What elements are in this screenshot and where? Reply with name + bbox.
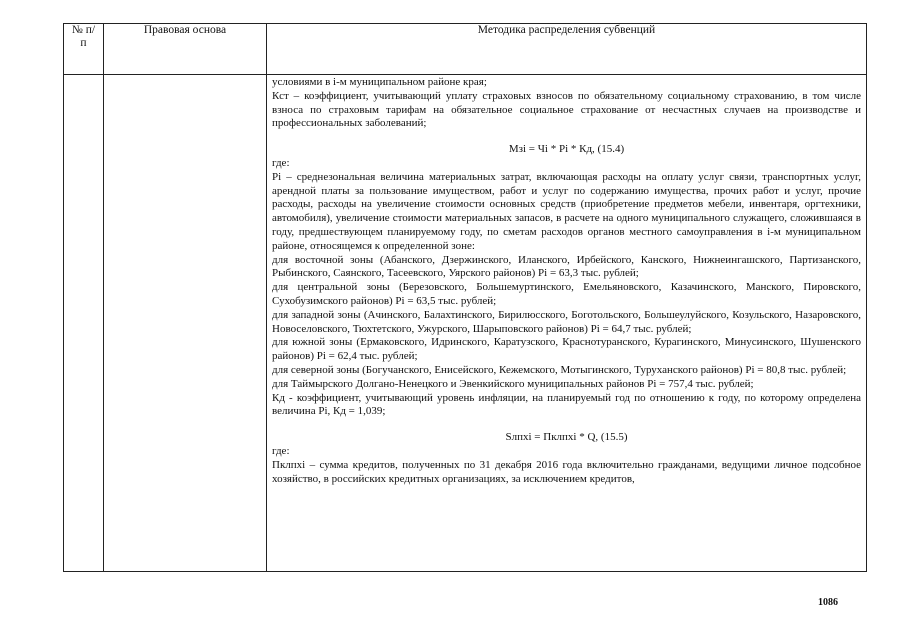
paragraph: Кд - коэффициент, учитывающий уровень инфляции, на планируемый год по отношению к году, по которому определена величина Pi, Кд = 1,039; xyxy=(272,391,861,418)
where-label: где: xyxy=(272,444,290,457)
cell-num xyxy=(64,75,104,572)
table-row xyxy=(64,75,867,572)
paragraph: условиями в i-м муниципальном районе края; xyxy=(272,76,487,88)
header-num-text: № п/п xyxy=(71,24,96,49)
header-methodology: Методика распределения субвенций xyxy=(267,24,867,75)
formula-15-4: Mзi = Чi * Pi * Кд, (15.4) xyxy=(508,143,625,156)
table-header-row xyxy=(64,24,867,75)
header-num xyxy=(64,24,104,75)
cell-legal-basis xyxy=(104,75,267,572)
paragraph: для западной зоны (Ачинского, Балахтинского, Бирилюсского, Боготольского, Большеулуйского, Козульского, Назаровского, Новоселовского, Тюхтетского, Ужурского, Шарыповского районов) Pi = 64,7 тыс. рублей; xyxy=(272,308,861,335)
paragraph: Кст – коэффициент, учитывающий уплату страховых взносов по обязательному социальному страхованию, в том числе взноса по страховым тарифам на обязательное социальное страхование от несчастных случаев на производстве и профессиональных заболеваний; xyxy=(272,89,861,130)
paragraph: для Таймырского Долгано-Ненецкого и Эвенкийского муниципальных районов Pi = 757,4 тыс. рублей; xyxy=(272,377,754,390)
paragraph: для северной зоны (Богучанского, Енисейского, Кежемского, Мотыгинского, Туруханского районов) Pi = 80,8 тыс. рублей; xyxy=(272,363,847,376)
where-label: где: xyxy=(272,156,290,169)
page-number: 1086 xyxy=(818,597,838,608)
paragraph: для восточной зоны (Абанского, Дзержинского, Иланского, Ирбейского, Канского, Нижнеингашского, Партизанского, Рыбинского, Саянского, Тасеевского, Уярского районов) Pi = 63,3 тыс. рублей; xyxy=(272,253,861,280)
paragraph: для южной зоны (Ермаковского, Идринского, Каратузского, Краснотуранского, Курагинского, Минусинского, Шушенского районов) Pi = 62,4 тыс. рублей; xyxy=(272,336,861,363)
cell-methodology xyxy=(267,75,867,572)
paragraph: для центральной зоны (Березовского, Большемуртинского, Емельяновского, Казачинского, Манского, Пировского, Сухобузимского районов) Pi = 63,5 тыс. рублей; xyxy=(272,281,861,307)
paragraph: Pi – среднезональная величина материальных затрат, включающая расходы на оплату услуг связи, транспортных услуг, арендной платы за пользование имуществом, работ и услуг по содержанию имущества, прочих работ и услуг, прочие расходы, расходы на увеличение стоимости основных средств (приобретение предметов мебели, инвентаря, оргтехники, автомобиля), увеличение стоимости материальных запасов, в расчете на одного муниципального служащего, сложившаяся в году, предшествующем планируемому году, по сметам расходов органов местного самоуправления в i-м муниципальном районе, относящемся к определенной зоне: xyxy=(272,170,861,252)
formula-15-5: Sлпхi = Пклпхi * Q, (15.5) xyxy=(505,431,628,444)
header-legal-basis: Правовая основа xyxy=(104,24,267,75)
subvention-table xyxy=(63,23,867,572)
paragraph: Пклпхi – сумма кредитов, полученных по 31 декабря 2016 года включительно гражданами, ведущими личное подсобное хозяйство, в российских кредитных организациях, за исключением кредитов, xyxy=(272,458,861,485)
